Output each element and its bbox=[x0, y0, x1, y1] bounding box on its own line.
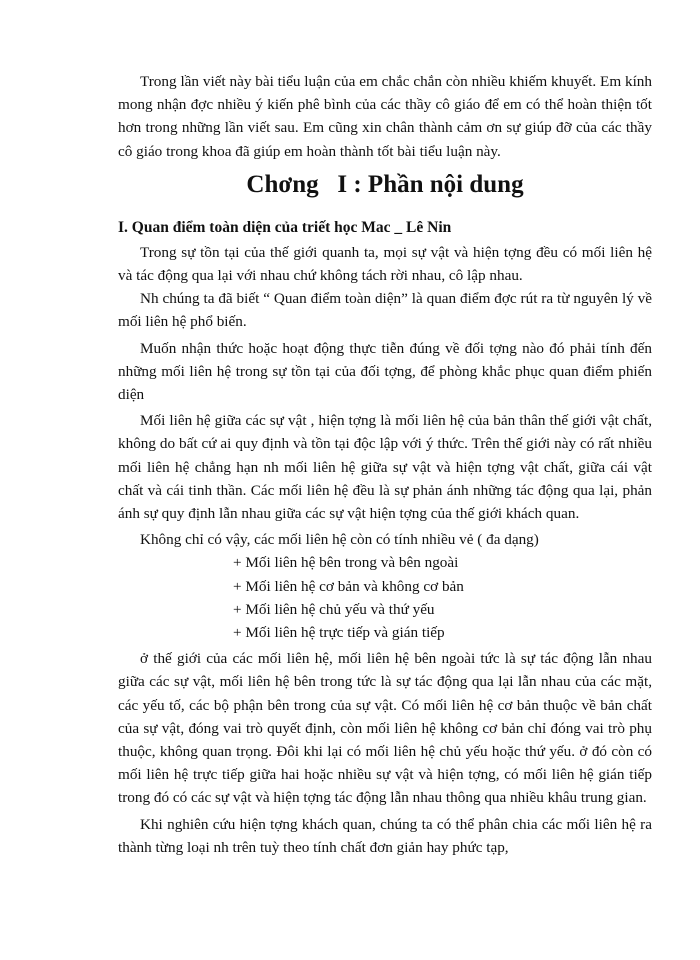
body-paragraph: Nh chúng ta đã biết “ Quan điểm toàn diện” là quan điểm đợc rút ra từ nguyên lý về mối liên hệ phổ biến. bbox=[118, 290, 652, 331]
intro-paragraph: Trong lần viết này bài tiểu luận của em chắc chắn còn nhiều khiếm khuyết. Em kính mong nhận đợc nhiều ý kiến phê bình của các thầy cô giáo để em có thể hoàn thiện tốt hơn trong những lần viết sau. Em cũng xin chân thành cảm ơn sự giúp đỡ của các thầy cô giáo trong khoa đã giúp em hoàn thành tốt bài tiểu luận này. bbox=[118, 73, 652, 160]
section-heading: I. Quan điểm toàn diện của triết học Mac _ Lê Nin bbox=[118, 218, 452, 236]
body-paragraph: Trong sự tồn tại của thế giới quanh ta, mọi sự vật và hiện tợng đều có mối liên hệ và tác động qua lại với nhau chứ không tách rời nhau, cô lập nhau. bbox=[118, 243, 652, 285]
body-paragraph: Muốn nhận thức hoặc hoạt động thực tiễn đúng về đối tợng nào đó phải tính đến những mối liên hệ trong sự tồn tại của đối tợng, để phòng khắc phục quan điểm phiến diện bbox=[118, 339, 652, 404]
list-item: + Mối liên hệ bên trong và bên ngoài bbox=[233, 554, 459, 572]
chapter-title: Chơng I : Phần nội dung bbox=[246, 170, 524, 198]
body-paragraph: ở thế giới của các mối liên hệ, mối liên hệ bên ngoài tức là sự tác động lẫn nhau giữa các sự vật, mối liên hệ bên trong tức là sự tác động qua lại lẫn nhau của các mặt, các yếu tố, các bộ phận bên trong của sự vật. Có mối liên hệ cơ bản thuộc về bản chất của sự vật, đóng vai trò quyết định, còn mối liên hệ không cơ bản chỉ đóng vai trò phụ thuộc, không quan trọng. Đôi khi lại có mối liên hệ chủ yếu hoặc thứ yếu. ở đó còn có mối liên hệ trực tiếp giữa hai hoặc nhiều sự vật và hiện tợng, có mối liên hệ gián tiếp trong đó có các sự vật và hiện tợng tác động lẫn nhau thông qua nhiều khâu trung gian. bbox=[118, 650, 652, 807]
body-paragraph: Khi nghiên cứu hiện tợng khách quan, chúng ta có thể phân chia các mối liên hệ ra thành từng loại nh trên tuỳ theo tính chất đơn giản hay phức tạp, bbox=[118, 815, 652, 856]
relations-list bbox=[118, 551, 652, 644]
document-page bbox=[118, 70, 652, 859]
list-item: + Mối liên hệ chủ yếu và thứ yếu bbox=[233, 600, 435, 618]
list-item: + Mối liên hệ trực tiếp và gián tiếp bbox=[233, 624, 445, 642]
list-item: + Mối liên hệ cơ bản và không cơ bản bbox=[233, 577, 464, 595]
body-paragraph: Không chỉ có vậy, các mối liên hệ còn có tính nhiều vẻ ( đa dạng) bbox=[140, 531, 539, 549]
body-paragraph: Mối liên hệ giữa các sự vật , hiện tợng là mối liên hệ của bản thân thế giới vật chất, không do bất cứ ai quy định và tồn tại độc lập với ý thức. Trên thế giới này có rất nhiều mối liên hệ chẳng hạn nh mối liên hệ giữa sự vật và hiện tợng vật chất, giữa cái vật chất và cái tinh thần. Các mối liên hệ đều là sự phản ánh những tác động qua lại, phản ánh sự quy định lẫn nhau giữa các sự vật hiện tợng của thế giới khách quan. bbox=[118, 412, 652, 523]
